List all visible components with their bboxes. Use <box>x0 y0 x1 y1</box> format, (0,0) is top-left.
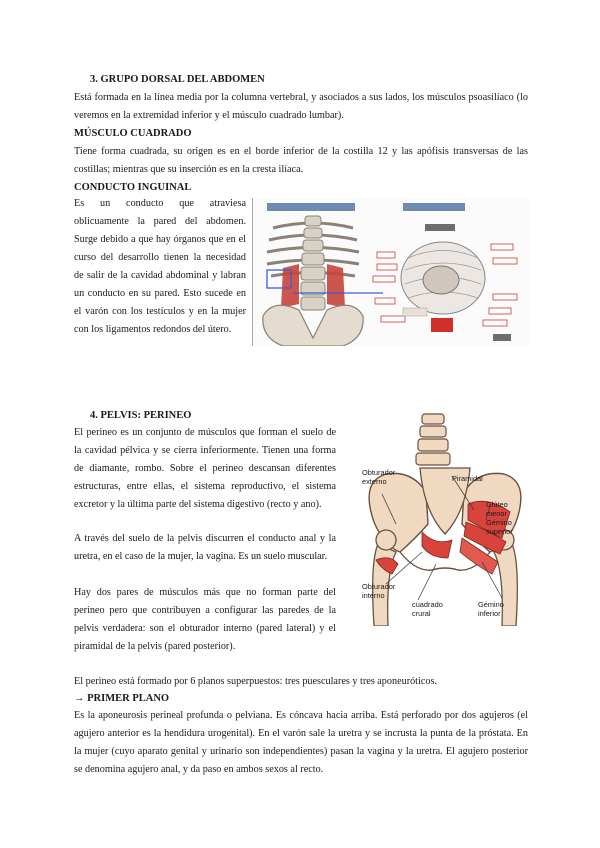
obturador-interno-muscle <box>422 532 452 558</box>
panel-tag-bottom <box>493 334 511 341</box>
label-obturador-externo: Obturador externo <box>362 468 396 486</box>
primer-plano-text: Es la aponeurosis perineal profunda o pelviana. Es cóncava hacia arriba. Está perforado por dos agujeros (el agujero anterior es la hendidura urogenital). En el varón sale la uretra y se incrusta la punta de la próstata. En la mujer (cuyo aparato genital y urinario son independientes) pasan la vagina y la uretra. El agujero posterior se denomina agujero anal, y da paso en ambos sexos al recto. <box>74 710 528 775</box>
label-gemino-inferior: Gémino inferior <box>478 600 504 618</box>
section3-heading: 3. GRUPO DORSAL DEL ABDOMEN <box>90 74 265 85</box>
primer-plano-heading: → PRIMER PLANO <box>74 693 170 704</box>
inguinal-text: Es un conducto que atraviesa oblicuamente la pared del abdomen. Surge debido a que hay órganos que en el curso del desarrollo tienen la necesidad de salir de la cavidad abdominal y labran un conducto en su pared. Esto sucede en el varón con los testículos y en la mujer con los ligamentos redondos del útero. <box>74 198 246 335</box>
perineo-para1: El perineo es un conjunto de músculos que forman el suelo de la cavidad pélvica y se cierra inferiormente. Tienen una forma de diamante, rombo. Sobre el perineo descansan diferentes estructuras, entre ellas, el sistema reproductivo, el sistema excretor y la última parte del sistema digestivo (recto y ano). <box>74 427 336 510</box>
panel-tag-top <box>425 224 455 231</box>
panel-header-right <box>403 203 465 211</box>
femoral-head-left <box>376 530 396 550</box>
lumbar-vertebrae <box>416 414 450 465</box>
pelvis-figure <box>356 412 534 626</box>
section4-heading: 4. PELVIS: PERINEO <box>90 410 192 421</box>
pelvis-bone <box>263 305 363 346</box>
inguinal-figure-svg <box>253 198 529 346</box>
panel-header-left <box>267 203 355 211</box>
inguinal-canal <box>423 266 459 294</box>
perineo-para3: Hay dos pares de músculos más que no forman parte del perineo pero que contribuyen a configurar las paredes de la pelvis verdadera: son el obturador interno (pared lateral) y el piramidal de la pelvis (pared posterior). <box>74 587 336 652</box>
label-obturador-interno: Obturador interno <box>362 582 396 600</box>
inguinal-heading: CONDUCTO INGUINAL <box>74 182 192 193</box>
label-box-small <box>403 308 427 316</box>
perineo-para2: A través del suelo de la pelvis discurren el conducto anal y la uretra, en el caso de la mujer, la vagina. Es un suelo muscular. <box>74 533 336 562</box>
quadratus-muscle-right <box>327 264 345 308</box>
label-gluteo-menor: Glúteo menor <box>486 500 508 518</box>
inguinal-figure <box>252 198 529 346</box>
section3-intro: Está formada en la línea media por la columna vertebral, y asociados a sus lados, los músculos psoasilíaco (lo veremos en la extremidad inferior y el músculo cuadrado lumbar). <box>74 92 528 121</box>
cuadrado-heading: MÚSCULO CUADRADO <box>74 128 192 139</box>
cuadrado-text: Tiene forma cuadrada, su origen es en el borde inferior de la costilla 12 y las apófisis transversas de las costillas; mientras que su inserción es en la cresta ilíaca. <box>74 146 528 175</box>
label-cuadrado-crural: cuadrado crural <box>412 600 443 618</box>
label-box-red <box>431 318 453 332</box>
label-gemino-superior: Gémino superior <box>486 518 513 536</box>
label-piramidal: Piramidal <box>452 474 483 483</box>
planos-text: El perineo está formado por 6 planos superpuestos: tres puesculares y tres aponeuróticos. <box>74 676 437 687</box>
spine <box>301 216 325 310</box>
